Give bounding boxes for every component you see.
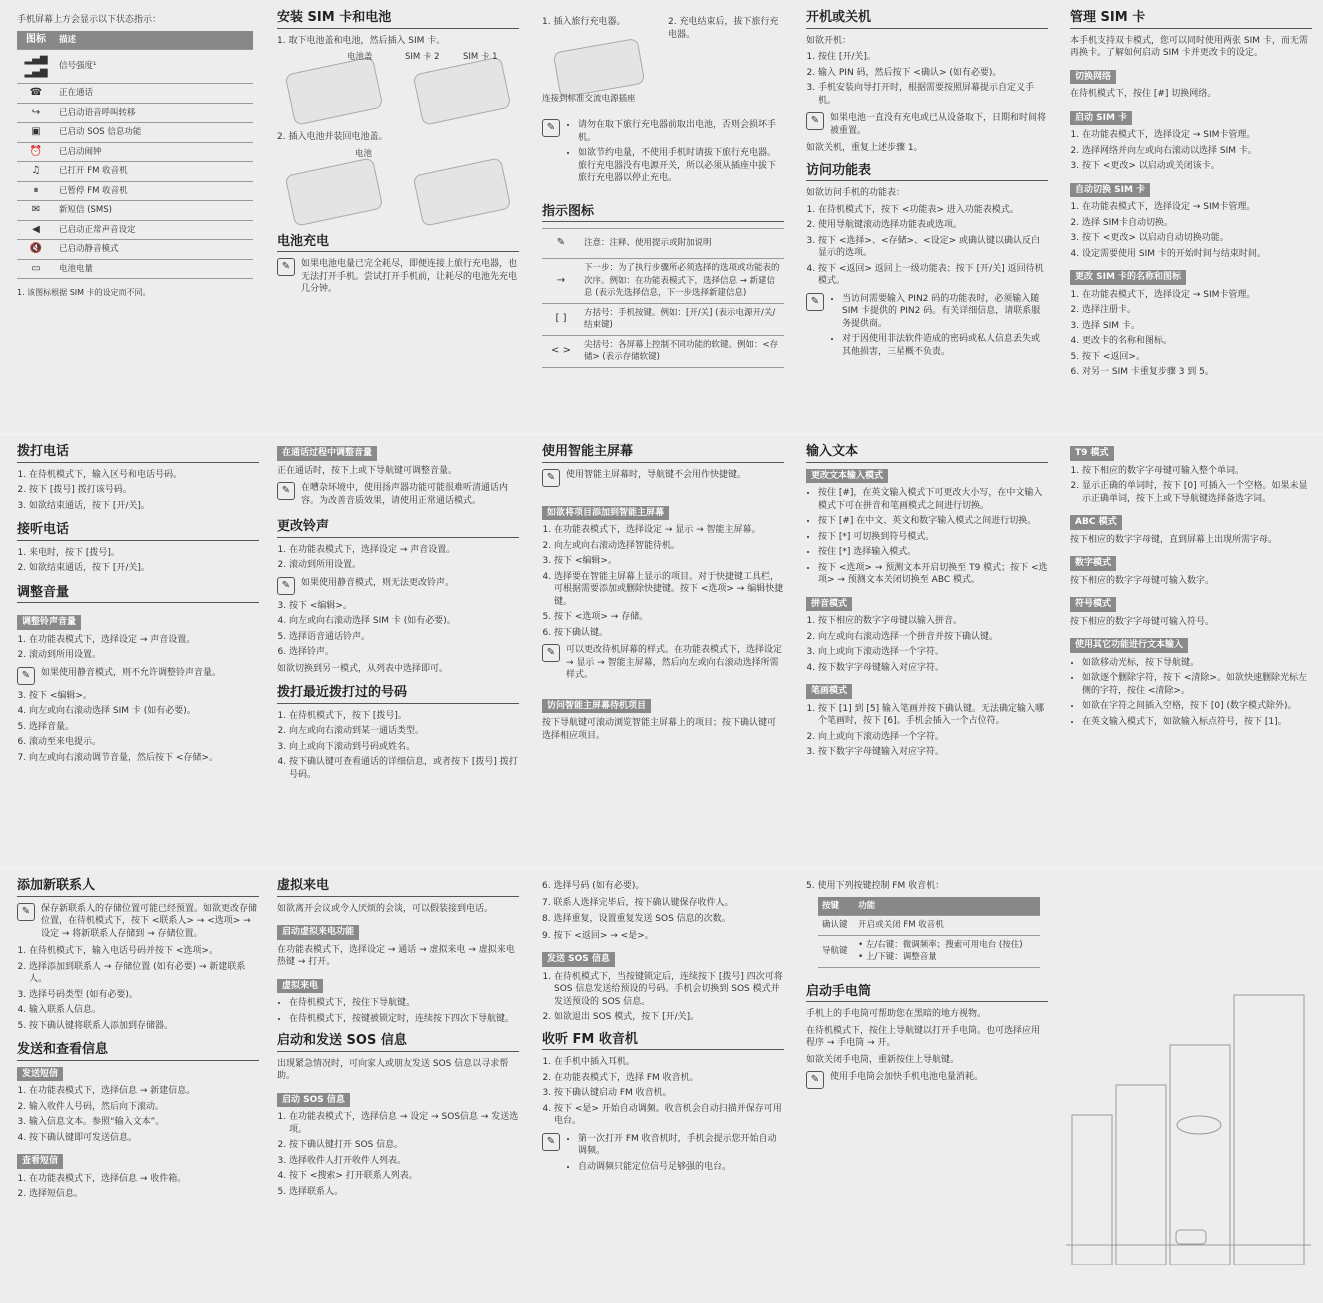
step: 2. 选择网络并向左或向右滚动以选择 SIM 卡。 [1082,145,1312,158]
step: 3. 按下 <更改> 以启动或关闭该卡。 [1082,160,1312,173]
step: 1. 在功能表模式下，选择设定 → SIM卡管理。 [1082,289,1312,302]
section-title: 指示图标 [542,206,784,223]
section-title: 拨打最近拨打过的号码 [277,687,519,704]
function-cell: • 左/右键：微调频率；搜索可用电台 (按住) • 上/下键：调整音量 [854,935,1040,967]
ind-desc: 尖括号：各屏幕上控制不同功能的软键。例如：<存储> (表示存储软键) [580,335,784,367]
step: 1. 插入旅行充电器。 [542,17,626,27]
step: 2. 选择短信息。 [29,1188,259,1201]
body-text: 手机上的手电筒可帮助您在黑暗的地方视物。 [806,1009,987,1019]
row-desc: 已启动 SOS 信息功能 [55,123,253,143]
step: 2. 输入收件人号码，然后向下滚动。 [29,1101,259,1114]
step: 2. 按下 [拨号] 拨打该号码。 [29,484,259,497]
note [542,469,784,487]
charger-illustration [542,45,784,105]
subheading: 自动切换 SIM 卡 [1070,183,1150,198]
body-text: 出现紧急情况时，可向家人或朋友发送 SOS 信息以寻求帮助。 [277,1058,509,1081]
angle-bracket-icon: < > [542,335,580,367]
step: 1. 在功能表模式下，选择信息 → 收件箱。 [29,1173,259,1186]
step: 4. 按下确认键即可发送信息。 [29,1132,259,1145]
step: 3. 向上或向下滚动选择一个字符。 [818,646,1048,659]
step: 6. 选择铃声。 [289,646,519,659]
fake-call-section [277,880,519,1202]
ringtone-section [277,446,519,785]
note-text: 如果使用静音模式，则无法更改铃声。 [301,577,455,588]
ind-desc: 注意：注释、使用提示或附加说明 [580,229,784,259]
ind-desc: 下一步：为了执行步骤所必须选择的选项或功能表的次序。例如：在功能表模式下，选择信息 → 新建信息 (表示先选择信息，下一步选择新建信息) [580,259,784,304]
function-cell: 开启或关闭 FM 收音机 [854,916,1040,936]
subheading: 启动虚拟来电功能 [277,925,359,940]
step: 2. 如欲结束通话，按下 [开/关]。 [29,562,259,575]
step: 3. 按下确认键启动 FM 收音机。 [554,1087,784,1100]
step: 3. 向上或向下滚动到号码或姓名。 [289,741,519,754]
step: 8. 选择重复，设置重复发送 SOS 信息的次数。 [542,914,731,924]
function-line: 左/右键：微调频率；搜索可用电台 (按住) [865,939,1023,950]
list-item: • 在英文输入模式下，如欲输入标点符号，按下 [1]。 [1082,716,1312,729]
note-icon: ✎ [17,667,35,685]
battery-illustration [277,148,519,228]
step: 6. 选择号码 (如有必要)。 [542,881,645,891]
step: 4. 向左或向右滚动选择 SIM 卡 (如有必要)。 [29,705,259,718]
subheading: ABC 模式 [1070,515,1122,530]
step: 2. 向上或向下滚动选择一个字符。 [818,731,1048,744]
step: 4. 更改卡的名称和图标。 [1082,335,1312,348]
row-desc: 已启动静音模式 [55,240,253,260]
step: 6. 对另一 SIM 卡重复步骤 3 到 5。 [1082,366,1312,379]
step: 4. 输入联系人信息。 [29,1004,259,1017]
intro-text: 本手机支持双卡模式，您可以同时使用两张 SIM 卡，而无需再换卡。了解如何启动 SIM 卡并更改卡的设定。 [1070,35,1308,58]
step: 1. 在功能表模式下，选择设定 → 声音设置。 [289,544,519,557]
building-4 [1234,995,1304,1265]
step: 4. 按下 <是> 开始自动调频。收音机会自动扫描并保存可用电台。 [554,1103,784,1128]
step: 3. 选择 SIM 卡。 [1082,320,1312,333]
calls-section [17,446,259,768]
section-title: 拨打电话 [17,446,259,463]
section-title: 虚拟来电 [277,880,519,897]
subheading: 使用其它功能进行文本输入 [1070,638,1188,653]
building-2 [1116,1085,1166,1265]
step: 7. 联系人选择完毕后，按下确认键保存收件人。 [542,897,734,908]
step: 2. 使用导航键滚动选择功能表或选项。 [818,219,1048,232]
section-title: 启动和发送 SOS 信息 [277,1035,519,1052]
step: 2. 向左或向右滚动选择智能待机。 [554,540,784,553]
note-icon: ✎ [277,577,295,595]
row-desc: 正在通话 [55,84,253,104]
step: 2. 选择添加到联系人 → 存储位置 (如有必要) → 新建联系人。 [29,961,259,986]
step: 1. 来电时，按下 [拨号]。 [29,547,259,560]
note [277,577,519,595]
note [806,1071,1048,1089]
step: 4. 设定需要使用 SIM 卡的开始时间与结束时间。 [1082,248,1312,261]
section-title: 管理 SIM 卡 [1070,12,1312,29]
step: 2. 选择 SIM卡自动切换。 [1082,217,1312,230]
note-item: • 自动调频只能定位信号足够强的电台。 [578,1161,784,1174]
step: 2. 充电结束后，拔下旅行充电器。 [668,17,779,40]
fm-key-table [818,897,1040,968]
step: 2. 输入 PIN 码，然后按下 <确认> (如有必要)。 [818,67,1048,80]
step: 4. 按下数字字母键输入对应字符。 [818,662,1048,675]
row-desc: 已启动正常声音设定 [55,220,253,240]
indicator-table [542,228,784,368]
charger-section [542,16,784,368]
step: 1. 在待机模式下，当按键锁定后，连续按下 [拨号] 四次可将 SOS 信息发送给预设的号码。手机会切换到 SOS 模式并发送预设的 SOS 信息。 [554,971,784,1009]
subheading: 发送短信 [17,1067,63,1082]
row-desc: 新短信 (SMS) [55,201,253,221]
note-item: • 如欲节约电量，不使用手机时请拔下旅行充电器。旅行充电器没有电源开关，所以必须从插座中拔下旅行充电器以停止充电。 [578,147,784,185]
body-text: 如欲关机，重复上述步骤 1。 [806,143,923,153]
subheading: 符号模式 [1070,597,1116,612]
note-icon: ✎ [806,112,824,130]
label-sim2: SIM 卡 2 [405,52,440,62]
row-desc: 已启动语音呼叫转移 [55,103,253,123]
power-section [806,12,1048,370]
note [542,644,784,682]
step: 3. 手机安装向导打开时，根据需要按照屏幕提示自定义手机。 [818,82,1048,107]
step: 4. 按下 <返回> 返回上一级功能表；按下 [开/关] 返回待机模式。 [818,263,1048,288]
install-section [277,12,519,301]
contacts-section [17,880,259,1205]
subheading: 在通话过程中调整音量 [277,446,377,461]
step: 1. 在功能表模式下，选择设定 → SIM卡管理。 [1082,129,1312,142]
body-text: 按下相应的数字字母键可输入符号。 [1070,616,1215,627]
note [806,293,1048,366]
step: 1. 在手机中插入耳机。 [554,1056,784,1069]
th-desc: 描述 [55,31,253,50]
list-item: • 按下 [*] 可切换到符号模式。 [818,531,1048,544]
subheading: 虚拟来电 [277,979,323,994]
sos-fm-section [542,880,784,1185]
phone-cover-illustration [413,157,512,227]
arrow-icon: → [542,259,580,304]
step: 3. 按下 <更改> 以启动自动切换功能。 [1082,232,1312,245]
sound-icon: ◀ [17,220,55,240]
th-key: 按键 [818,897,854,916]
body-text: 按下相应的数字字母键，直到屏幕上出现所需字母。 [1070,534,1278,545]
note-icon: ✎ [542,119,560,137]
step: 5. 按下 <选项> → 存储。 [554,611,784,624]
step: 3. 输入信息文本。参照“输入文本”。 [29,1116,259,1129]
section-title: 输入文本 [806,446,1048,463]
subheading: 更改文本输入模式 [806,469,888,484]
note-text: 可以更改待机屏幕的样式。在功能表模式下，选择设定 → 显示 → 智能主屏幕，然后向左或向右滚动选择所需样式。 [566,645,783,680]
section-title: 安装 SIM 卡和电池 [277,12,519,29]
phone-back-illustration [285,56,384,126]
step: 5. 按下确认键将联系人添加到存储器。 [29,1020,259,1033]
row-desc: 信号强度¹ [55,50,253,84]
ind-desc: 方括号：手机按键。例如：[开/关] (表示电源开/关/结束键) [580,303,784,335]
row-desc: 已启动闹钟 [55,142,253,162]
subheading: 发送 SOS 信息 [542,952,615,967]
step: 2. 选择注册卡。 [1082,304,1312,317]
step: 4. 按下 <搜索> 打开联系人列表。 [289,1170,519,1183]
city-illustration [1066,975,1311,1265]
th-function: 功能 [854,897,1040,916]
building-1 [1072,1115,1112,1265]
note-text: 使用手电筒会加快手机电池电量消耗。 [830,1072,984,1082]
subheading: 更改 SIM 卡的名称和图标 [1070,270,1186,285]
step: 1. 在待机模式下，按下 [拨号]。 [289,710,519,723]
sos-icon: ▣ [17,123,55,143]
step: 5. 使用下列按键控制 FM 收音机： [806,881,945,891]
list-item: • 按住 [*] 选择输入模式。 [818,546,1048,559]
step: 1. 在待机模式下，输入区号和电话号码。 [29,469,259,482]
label-cover: 电池盖 [347,52,373,62]
step: 7. 向左或向右滚动调节音量，然后按下 <存储>。 [29,752,259,765]
bracket-icon: [ ] [542,303,580,335]
list-item: • 在待机模式下，按键被锁定时，连续按下四次下导航键。 [289,1013,519,1026]
step: 1. 按下相应的数字字母键以输入拼音。 [818,615,1048,628]
section-title: 调整音量 [17,587,259,604]
body-text: 正在通话时，按下上或下导航键可调整音量。 [277,465,458,476]
note-icon: ✎ [806,1071,824,1089]
samsung-sign [1177,1116,1221,1134]
note-icon: ✎ [17,903,35,921]
intro-text: 如欲访问手机的功能表： [806,188,906,198]
section-title: 访问功能表 [806,165,1048,182]
body-text: 在功能表模式下，选择设定 → 通话 → 虚拟来电 → 虚拟来电热键 → 打开。 [277,944,515,967]
step: 1. 在待机模式下，输入电话号码并按下 <选项>。 [29,945,259,958]
note-text: 使用智能主屏幕时，导航键不会用作快捷键。 [566,469,747,480]
row-desc: 电池电量 [55,259,253,279]
step: 1. 取下电池盖和电池，然后插入 SIM 卡。 [277,35,446,46]
step: 5. 选择音量。 [29,721,259,734]
step: 1. 按下相应的数字字母键可输入整个单词。 [1082,465,1312,478]
step: 2. 滚动到所用设置。 [289,559,519,572]
step: 2. 如欲退出 SOS 模式，按下 [开/关]。 [554,1011,784,1024]
step: 5. 选择联系人。 [289,1186,519,1199]
list-item: • 如欲移动光标，按下导航键。 [1082,657,1312,670]
note-icon: ✎ [542,229,580,259]
step: 3. 选择号码类型 (如有必要)。 [29,989,259,1002]
section-title: 收听 FM 收音机 [542,1034,784,1051]
status-icon-table [17,31,253,280]
label-battery: 电池 [355,148,373,159]
subheading: 切换网络 [1070,70,1116,85]
step: 3. 按下 <选择>、<存储>、<设定> 或确认键以确认反白显示的选项。 [818,235,1048,260]
body-text: 在待机模式下，按住 [#] 切换网络。 [1070,89,1217,99]
intro-text: 手机屏幕上方会显示以下状态指示： [17,15,162,25]
step: 2. 按下确认键打开 SOS 信息。 [289,1139,519,1152]
note-icon: ✎ [542,644,560,662]
phone-charge-illustration [553,38,646,98]
intro-text: 如欲开机： [806,35,852,46]
section-title: 发送和查看信息 [17,1044,259,1061]
section-title: 启动手电筒 [806,986,1048,1003]
step: 2. 在功能表模式下，选择 FM 收音机。 [554,1072,784,1085]
subheading: 调整铃声音量 [17,615,81,630]
phone-battery-illustration [285,157,384,227]
signal-icon: ▂▄▆ ▂▄▆ [17,50,55,84]
step: 5. 按下 <返回>。 [1082,351,1312,364]
note-item: • 对于因使用非法软件造成的密码或私人信息丢失或其他损害，三星概不负责。 [842,333,1048,358]
body-text: 在待机模式下，按住上导航键以打开手电筒。也可选择应用程序 → 手电筒 → 开。 [806,1025,1041,1048]
subheading: 笔画模式 [806,684,852,699]
subheading: T9 模式 [1070,446,1114,461]
note [542,119,784,192]
step: 9. 按下 <返回> → <是>。 [542,930,654,941]
note-text: 如果电池一直没有充电或已从设备取下，日期和时间将被重置。 [830,113,1047,136]
step: 4. 按下确认键可查看通话的详细信息，或者按下 [拨号] 拨打号码。 [289,756,519,781]
note [277,482,519,507]
section-title: 更改铃声 [277,521,519,538]
step: 1. 在功能表模式下，选择设定 → SIM卡管理。 [1082,201,1312,214]
alarm-icon: ⏰ [17,142,55,162]
list-item: • 如欲在字符之间插入空格，按下 [0] (数字模式除外)。 [1082,700,1312,713]
section-title: 使用智能主屏幕 [542,446,784,463]
step: 2. 滚动到所用设置。 [29,649,259,662]
step: 4. 选择要在智能主屏幕上显示的项目。对于快捷键工具栏，可根据需要添加或删除快捷键。按下 <选项> → 编辑快捷键。 [554,571,784,609]
subheading: 拼音模式 [806,597,852,612]
step: 2. 向左或向右滚动到某一通话类型。 [289,725,519,738]
step: 2. 插入电池并装回电池盖。 [277,132,388,142]
note-text: 如果电池电量已完全耗尽，即便连接上旅行充电器，也无法打开手机。尝试打开手机前，让耗尽的电池先充电几分钟。 [301,259,518,294]
sms-icon: ✉ [17,201,55,221]
section-title: 电池充电 [277,236,519,253]
sim-section [1070,12,1312,383]
charger-steps [542,16,784,45]
list-item: • 按住 [#]，在英文输入模式下可更改大小写，在中文输入模式下可在拼音和笔画模式之间进行切换。 [818,487,1048,512]
status-icons-section [17,14,253,304]
step: 1. 在功能表模式下，选择信息 → 新建信息。 [29,1085,259,1098]
call-forward-icon: ↪ [17,103,55,123]
note-icon: ✎ [277,482,295,500]
list-item: • 按下 [#] 在中文、英文和数字输入模式之间进行切换。 [818,515,1048,528]
body-text: 如欲切换到另一模式，从列表中选择即可。 [277,663,449,674]
note-item: • 第一次打开 FM 收音机时，手机会提示您开始自动调频。 [578,1133,784,1158]
body-text: 如欲离开会议或令人厌烦的会谈，可以假装接到电话。 [277,903,494,914]
step: 3. 选择收件人打开收件人列表。 [289,1155,519,1168]
note-icon: ✎ [277,258,295,276]
list-item: • 按下 <选项> → 预测文本开启切换至 T9 模式；按下 <选项> → 预测文本关闭切换至 ABC 模式。 [818,562,1048,587]
body-text: 如欲关闭手电筒，重新按住上导航键。 [806,1054,960,1065]
list-item: • 如欲逐个删除字符，按下 <清除>。如欲快速删除光标左侧的字符，按住 <清除>。 [1082,672,1312,697]
note [17,667,259,685]
note-icon: ✎ [806,293,824,311]
subheading: 如欲将项目添加到智能主屏幕 [542,506,669,521]
step: 3. 按下数字字母键输入对应字符。 [818,746,1048,759]
step: 1. 在功能表模式下，选择设定 → 显示 → 智能主屏幕。 [554,524,784,537]
section-title: 添加新联系人 [17,880,259,897]
th-icon: 图标 [17,31,55,50]
phone-sim-illustration [413,56,512,126]
key-cell: 确认键 [818,916,854,936]
text-input-section [806,446,1048,763]
note-text: 在嘈杂环境中，使用扬声器功能可能很难听清通话内容。为改善音质效果，请使用正常通话模式。 [301,483,509,506]
body-text: 按下导航键可滚动浏览智能主屏幕上的项目；按下确认键可选择相应项目。 [542,718,777,741]
note [277,258,519,296]
smart-home-section [542,446,784,746]
note-item: • 当访问需要输入 PIN2 码的功能表时，必须输入随 SIM 卡提供的 PIN2 码。有关详细信息，请联系服务提供商。 [842,293,1048,331]
note [542,1133,784,1181]
input-modes-section [1070,446,1312,732]
step: 2. 显示正确的单词时，按下 [0] 可插入一个空格。如果未显示正确单词，按下上或下导航键选择备选字词。 [1082,480,1312,505]
row-desc: 已打开 FM 收音机 [55,162,253,182]
subheading: 启动 SIM 卡 [1070,111,1132,126]
step: 1. 按下 [1] 到 [5] 输入笔画并按下确认键。无法确定输入哪个笔画时，按下 [6]。手机会插入一个占位符。 [818,703,1048,728]
fm-on-icon: ♫ [17,162,55,182]
footnote: 1. 该图标根据 SIM 卡的设定而不同。 [17,288,151,297]
step: 1. 在功能表模式下，选择信息 → 设定 → SOS信息 → 发送选项。 [289,1111,519,1136]
silent-icon: 🔇 [17,240,55,260]
body-text: 按下相应的数字字母键可输入数字。 [1070,575,1215,586]
function-line: 上/下键：调整音量 [865,952,937,962]
note-icon: ✎ [542,469,560,487]
section-title: 开机或关机 [806,12,1048,29]
note-item: • 请勿在取下旅行充电器前取出电池，否则会损坏手机。 [578,119,784,144]
note-text: 如果使用静音模式，则不允许调整铃声音量。 [41,667,222,678]
note-icon: ✎ [542,1133,560,1151]
step: 1. 在功能表模式下，选择设定 → 声音设置。 [29,634,259,647]
flashlight-section [806,880,1048,1094]
step: 3. 按下 <编辑>。 [29,690,259,703]
install-illustration [277,51,519,131]
subheading: 访问智能主屏幕待机项目 [542,699,651,714]
key-cell: 导航键 [818,935,854,967]
subheading: 查看短信 [17,1154,63,1169]
note-text: 保存新联系人的存储位置可能已经预置。如欲更改存储位置，在待机模式下，按下 <联系人> → <选项> → 设定 → 将新联系人存储到 → 存储位置。 [41,903,258,939]
car [1176,1230,1206,1244]
step: 2. 向左或向右滚动选择一个拼音并按下确认键。 [818,631,1048,644]
step: 1. 在待机模式下，按下 <功能表> 进入功能表模式。 [818,204,1048,217]
step: 1. 按住 [开/关]。 [818,51,1048,64]
subheading: 数字模式 [1070,556,1116,571]
section-title: 接听电话 [17,524,259,541]
step: 5. 选择语音通话铃声。 [289,631,519,644]
battery-icon: ▭ [17,259,55,279]
note [17,903,259,941]
step: 3. 按下 <编辑>。 [289,600,519,613]
step: 3. 如欲结束通话，按下 [开/关]。 [29,500,259,513]
label-sim1: SIM 卡 1 [463,52,498,62]
step: 6. 滚动至来电提示。 [29,736,259,749]
step: 3. 按下 <编辑>。 [554,555,784,568]
fm-pause-icon: ⏸ [17,181,55,201]
step: 6. 按下确认键。 [554,627,784,640]
subheading: 启动 SOS 信息 [277,1093,350,1108]
note [806,112,1048,137]
row-desc: 已暂停 FM 收音机 [55,181,253,201]
building-3 [1170,1045,1230,1265]
label-outlet: 连接到标准交流电源插座 [542,94,636,104]
step: 4. 向左或向右滚动选择 SIM 卡 (如有必要)。 [289,615,519,628]
phone-call-icon: ☎ [17,84,55,104]
list-item: • 在待机模式下，按住下导航键。 [289,997,519,1010]
